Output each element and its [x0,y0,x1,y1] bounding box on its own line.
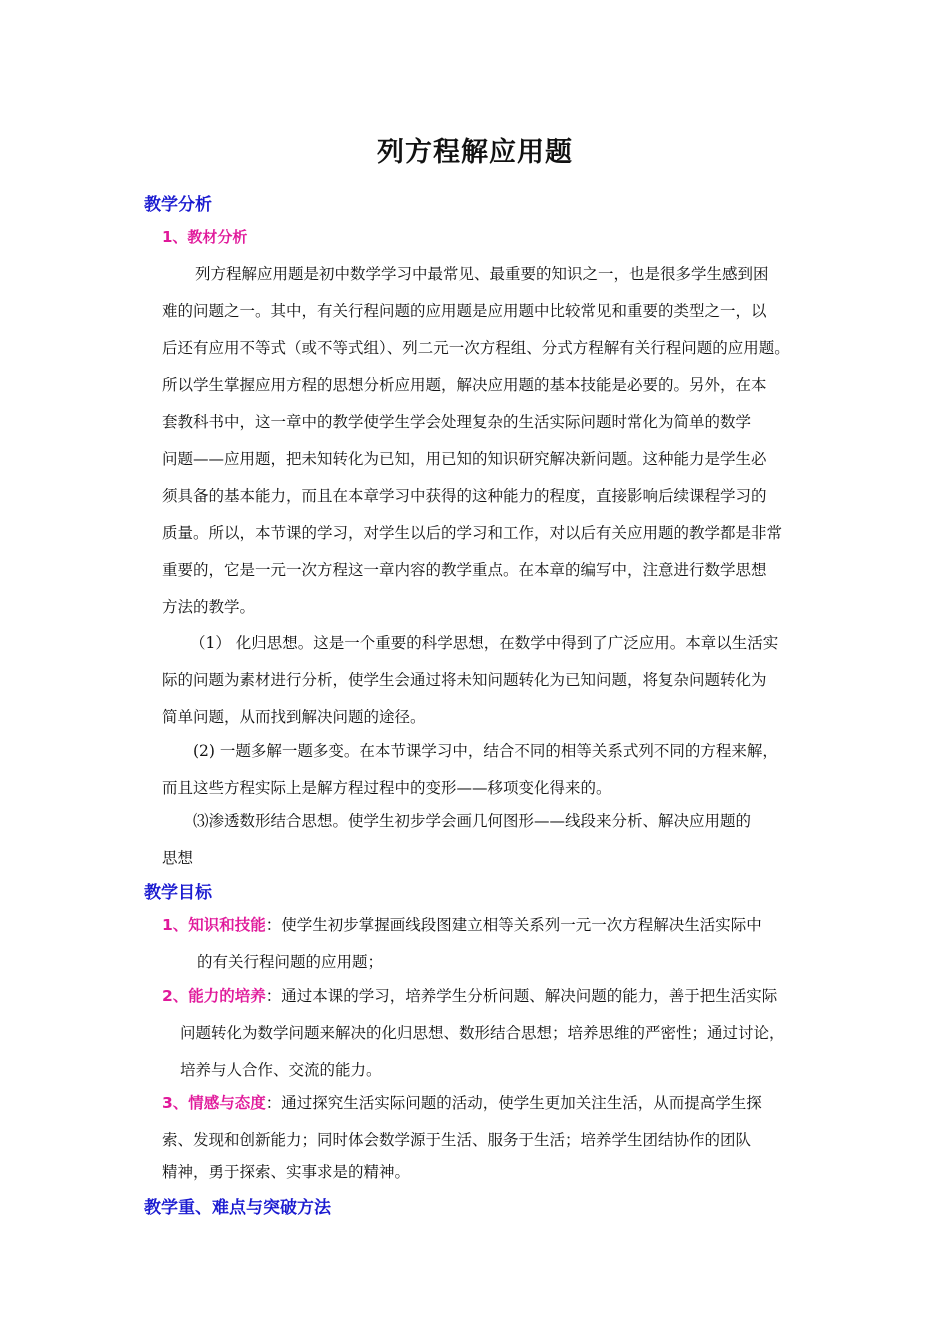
heading-key-difficult-points: 教学重、难点与突破方法 [144,1198,331,1218]
text-line: 索、发现和创新能力；同时体会数学源于生活、服务于生活；培养学生团结协作的团队 [162,1131,752,1149]
text-line: 精神，勇于探索、实事求是的精神。 [162,1163,411,1181]
goal-ability-label: 2、能力的培养 [162,987,266,1005]
text-line: 简单问题，从而找到解决问题的途径。 [162,708,426,726]
text-line: 须具备的基本能力，而且在本章学习中获得的这种能力的程度，直接影响后续课程学习的 [162,487,767,505]
goal-attitude-label: 3、情感与态度 [162,1094,266,1112]
text-line: 难的问题之一。其中，有关行程问题的应用题是应用题中比较常见和重要的类型之一，以 [162,302,767,320]
text-line: 际的问题为素材进行分析，使学生会通过将未知问题转化为已知问题，将复杂问题转化为 [162,671,767,689]
goal-ability-line [162,984,777,1006]
text-line: 质量。所以，本节课的学习，对学生以后的学习和工作，对以后有关应用题的教学都是非常 [162,524,783,542]
text-line: ⑶渗透数形结合思想。使学生初步学会画几何图形——线段来分析、解决应用题的 [193,812,752,830]
text-line: 的有关行程问题的应用题； [197,953,384,971]
text-line: 思想 [162,849,194,867]
text-line: (2) 一题多解一题多变。在本节课学习中，结合不同的相等关系式列不同的方程来解， [193,742,778,760]
text-line: 所以学生掌握应用方程的思想分析应用题，解决应用题的基本技能是必要的。另外，在本 [162,376,767,394]
goal-ability-text: ：通过本课的学习，培养学生分析问题、解决问题的能力，善于把生活实际 [265,987,778,1005]
heading-teaching-analysis: 教学分析 [144,195,212,215]
goal-knowledge-text: ：使学生初步掌握画线段图建立相等关系列一元一次方程解决生活实际中 [265,916,762,934]
subheading-material-analysis: 1、教材分析 [162,228,248,246]
text-line: 列方程解应用题是初中数学学习中最常见、最重要的知识之一，也是很多学生感到困 [195,265,769,283]
text-line: 后还有应用不等式（或不等式组）、列二元一次方程组、分式方程解有关行程问题的应用题。 [162,339,790,357]
text-line: 套教科书中，这一章中的教学使学生学会处理复杂的生活实际问题时常化为简单的数学 [162,413,752,431]
goal-attitude-line [162,1091,762,1113]
goal-knowledge-label: 1、知识和技能 [162,916,266,934]
text-line: 重要的，它是一元一次方程这一章内容的教学重点。在本章的编写中，注意进行数学思想 [162,561,767,579]
page-title: 列方程解应用题 [377,137,573,168]
text-line: 培养与人合作、交流的能力。 [180,1061,382,1079]
goal-knowledge-line [162,913,762,935]
text-line: 问题——应用题，把未知转化为已知，用已知的知识研究解决新问题。这种能力是学生必 [162,450,767,468]
text-line: 方法的教学。 [162,598,256,616]
text-line: 问题转化为数学问题来解决的化归思想、数形结合思想；培养思维的严密性；通过讨论， [180,1024,785,1042]
text-line: 而且这些方程实际上是解方程过程中的变形——移项变化得来的。 [162,779,612,797]
heading-teaching-goals: 教学目标 [144,883,212,903]
text-line: （1） 化归思想。这是一个重要的科学思想，在数学中得到了广泛应用。本章以生活实 [190,634,779,652]
goal-attitude-text: ：通过探究生活实际问题的活动，使学生更加关注生活，从而提高学生探 [265,1094,762,1112]
